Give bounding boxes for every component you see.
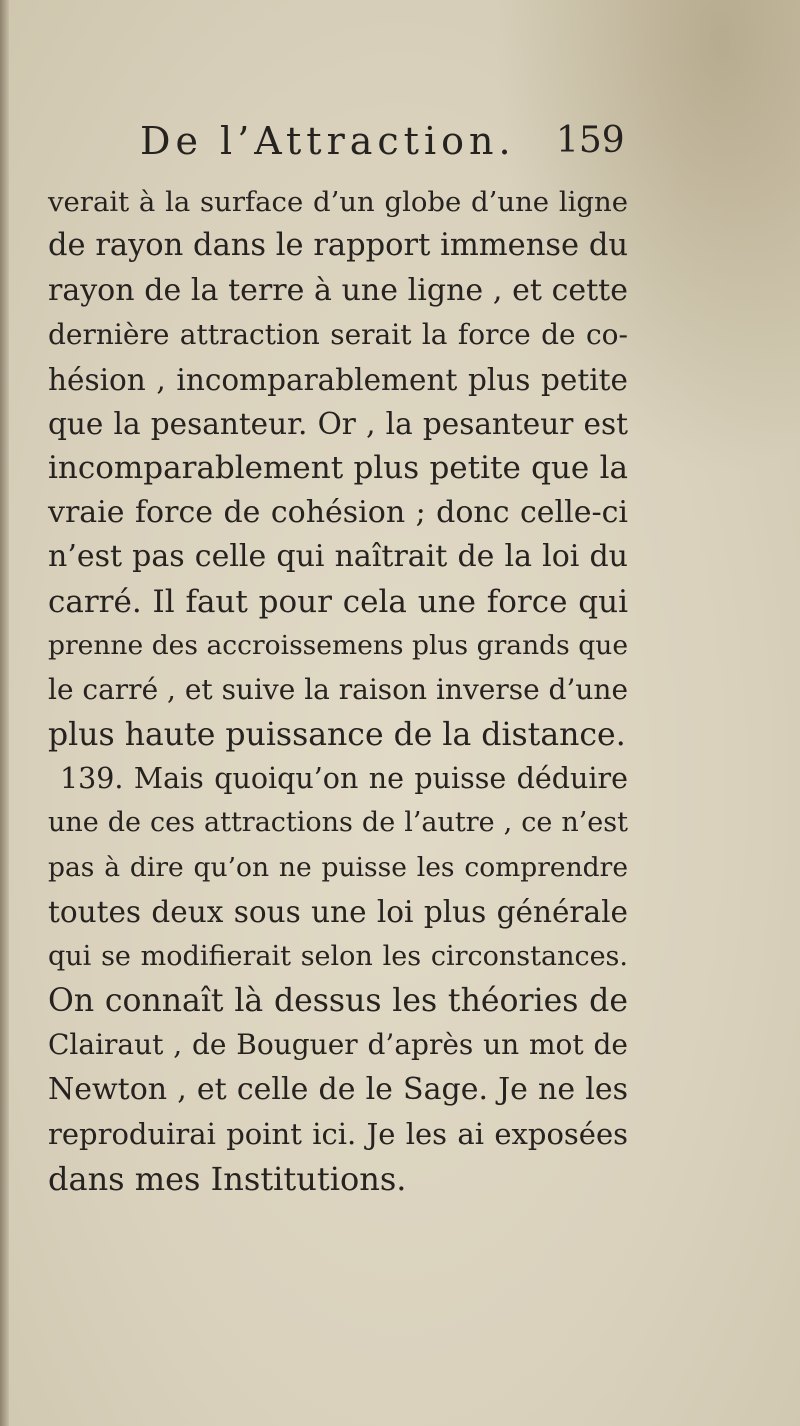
body-text (48, 180, 628, 1201)
page-number: 159 (556, 120, 625, 161)
text-line: toutes deux sous une loi plus générale (48, 895, 628, 930)
text-line: prenne des accroissemens plus grands que (48, 629, 628, 661)
text-line: carré. Il faut pour cela une force qui (48, 583, 628, 620)
page-header (0, 112, 800, 172)
text-line: verait à la surface d’un globe d’une ligne (48, 186, 628, 218)
text-line: dans mes Institutions. (48, 1159, 407, 1198)
text-line: reproduirai point ici. Je les ai exposées (48, 1117, 628, 1152)
text-line: 139. Mais quoiqu’on ne puisse déduire (60, 762, 628, 796)
text-line: dernière attraction serait la force de co- (48, 318, 628, 352)
text-line: hésion , incomparablement plus petite (48, 362, 628, 397)
text-line: qui se modifierait selon les circonstances. (48, 940, 628, 972)
text-line: Clairaut , de Bouguer d’après un mot de (48, 1028, 628, 1062)
text-line: pas à dire qu’on ne puisse les comprendre (48, 851, 628, 883)
running-title: De l’Attraction. (140, 119, 516, 163)
text-line: On connaît là dessus les théories de (48, 983, 628, 1020)
text-line: que la pesanteur. Or , la pesanteur est (48, 406, 628, 441)
text-line: incomparablement plus petite que la (48, 450, 628, 487)
text-line: une de ces attractions de l’autre , ce n’est (48, 807, 628, 839)
text-line: le carré , et suive la raison inverse d’une (48, 673, 629, 707)
text-line: vraie force de cohésion ; donc celle-ci (48, 494, 628, 530)
text-line: rayon de la terre à une ligne , et cette (48, 272, 628, 308)
text-line: n’est pas celle qui naîtrait de la loi du (48, 539, 628, 575)
text-line: de rayon dans le rapport immense du (48, 228, 628, 264)
text-line: Newton , et celle de le Sage. Je ne les (48, 1071, 628, 1107)
binding-edge (0, 0, 9, 1426)
text-line: plus haute puissance de la distance. (48, 716, 626, 753)
